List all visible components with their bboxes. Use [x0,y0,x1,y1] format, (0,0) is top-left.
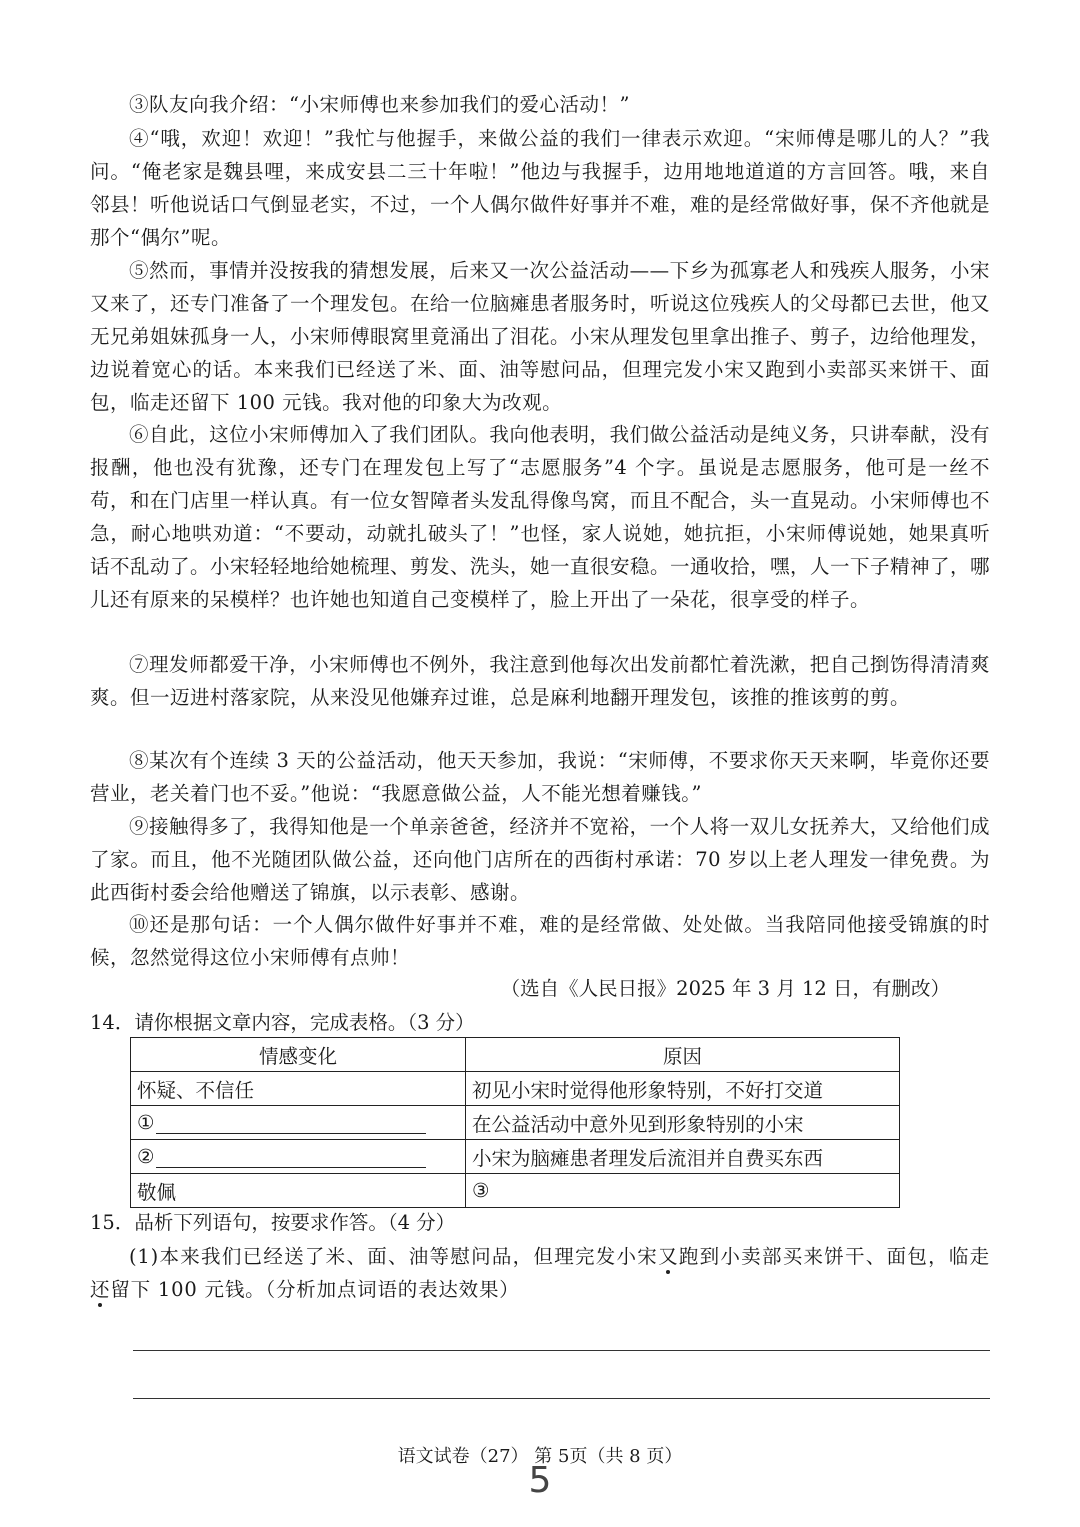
emotion-cell-blank-2 [131,1140,466,1174]
table-row [131,1072,900,1106]
sub1-text-a: (1)本来我们已经送了米、面、油等慰问品，但理完发小宋 [129,1245,659,1268]
article-source: （选自《人民日报》2025 年 3 月 12 日，有删改） [500,977,950,1000]
question-14-title: 14．请你根据文章内容，完成表格。（3 分） [90,1011,475,1034]
table-header-reason: 原因 [466,1038,900,1072]
reason-cell: 小宋为脑瘫患者理发后流泪并自费买东西 [466,1140,900,1174]
dotted-word-you: 又 [658,1245,679,1268]
reason-cell-blank-3[interactable]: ③ [466,1174,900,1208]
page-footer: 语文试卷（27） 第 5页（共 8 页） [397,1446,683,1467]
paragraph-6: ⑥自此，这位小宋师傅加入了我们团队。我向他表明，我们做公益活动是纯义务，只讲奉献，没有报酬，他也没有犹豫，还专门在理发包上写了“志愿服务”4 个字。虽说是志愿服务，他可是一丝不苟，和在门店里一样认真。有一位女智障者头发乱得像鸟窝，而且不配合，头一直晃动。小宋师傅也不急，耐心地哄劝道：“不要动，动就扎破头了！”也怪，家人说她，她抗拒，小宋师傅说她，她果真听话不乱动了。小宋轻轻地给她梳理、剪发、洗头，她一直很安稳。一通收拾，嘿，人一下子精神了，哪儿还有原来的呆模样？也许她也知道自己变模样了，脸上开出了一朵花，很享受的样子。 [90,423,991,611]
question-15-title: 15．品析下列语句，按要求作答。（4 分） [90,1211,456,1234]
answer-line-1[interactable] [133,1350,990,1351]
table-row [131,1174,900,1208]
emotion-table [130,1037,900,1208]
answer-blank-1[interactable] [156,1111,426,1134]
answer-blank-2[interactable] [156,1145,426,1168]
emotion-cell: 敬佩 [131,1174,466,1208]
emotion-cell: 怀疑、不信任 [131,1072,466,1106]
reason-cell: 初见小宋时觉得他形象特别，不好打交道 [466,1072,900,1106]
paragraph-4: ④“哦，欢迎！欢迎！”我忙与他握手，来做公益的我们一律表示欢迎。“宋师傅是哪儿的人？”我问。“俺老家是魏县哩，来成安县二三十年啦！”他边与我握手，边用地地道道的方言回答。哦，来自邻县！听他说话口气倒显老实，不过，一个人偶尔做件好事并不难，难的是经常做好事，保不齐他就是那个“偶尔”呢。 [90,127,991,249]
blank-marker: ② [137,1145,155,1168]
blank-marker: ① [137,1111,155,1134]
paragraph-5: ⑤然而，事情并没按我的猜想发展，后来又一次公益活动——下乡为孤寡老人和残疾人服务，小宋又来了，还专门准备了一个理发包。在给一位脑瘫患者服务时，听说这位残疾人的父母都已去世，他又无兄弟姐妹孤身一人，小宋师傅眼窝里竟涌出了泪花。小宋从理发包里拿出推子、剪子，边给他理发，边说着宽心的话。本来我们已经送了米、面、油等慰问品，但理完发小宋又跑到小卖部买来饼干、面包，临走还留下 100 元钱。我对他的印象大为改观。 [90,259,991,414]
table-header-emotion: 情感变化 [131,1038,466,1072]
dotted-word-hai: 还 [90,1278,111,1301]
paragraph-8: ⑧某次有个连续 3 天的公益活动，他天天参加，我说：“宋师傅，不要求你天天来啊，毕竟你还要营业，老关着门也不妥。”他说：“我愿意做公益，人不能光想着赚钱。” [90,749,990,805]
table-row [131,1106,900,1140]
emotion-cell-blank-1 [131,1106,466,1140]
paragraph-9: ⑨接触得多了，我得知他是一个单亲爸爸，经济并不宽裕，一个人将一双儿女抚养大，又给他们成了家。而且，他不光随团队做公益，还向他门店所在的西街村承诺：70 岁以上老人理发一律免费。为此西街村委会给他赠送了锦旗，以示表彰、感谢。 [90,815,990,904]
paragraph-10: ⑩还是那句话：一个人偶尔做件好事并不难，难的是经常做、处处做。当我陪同他接受锦旗的时候，忽然觉得这位小宋师傅有点帅！ [90,913,990,969]
sub1-text-c: 留下 100 元钱。（分析加点词语的表达效果） [110,1278,520,1301]
reason-cell: 在公益活动中意外见到形象特别的小宋 [466,1106,900,1140]
question-15-sub1 [90,1240,990,1306]
paragraph-3: ③队友向我介绍：“小宋师傅也来参加我们的爱心活动！” [129,93,630,116]
paragraph-7: ⑦理发师都爱干净，小宋师傅也不例外，我注意到他每次出发前都忙着洗漱，把自己捯饬得清清爽爽。但一迈进村落家院，从来没见他嫌弃过谁，总是麻利地翻开理发包，该推的推该剪的剪。 [90,653,990,709]
answer-line-2[interactable] [133,1398,990,1399]
sub1-text-b: 跑到小卖部买来饼干、面包，临走 [678,1245,990,1268]
table-row [131,1140,900,1174]
page-number: 5 [528,1460,552,1501]
table-header-row [131,1038,900,1072]
